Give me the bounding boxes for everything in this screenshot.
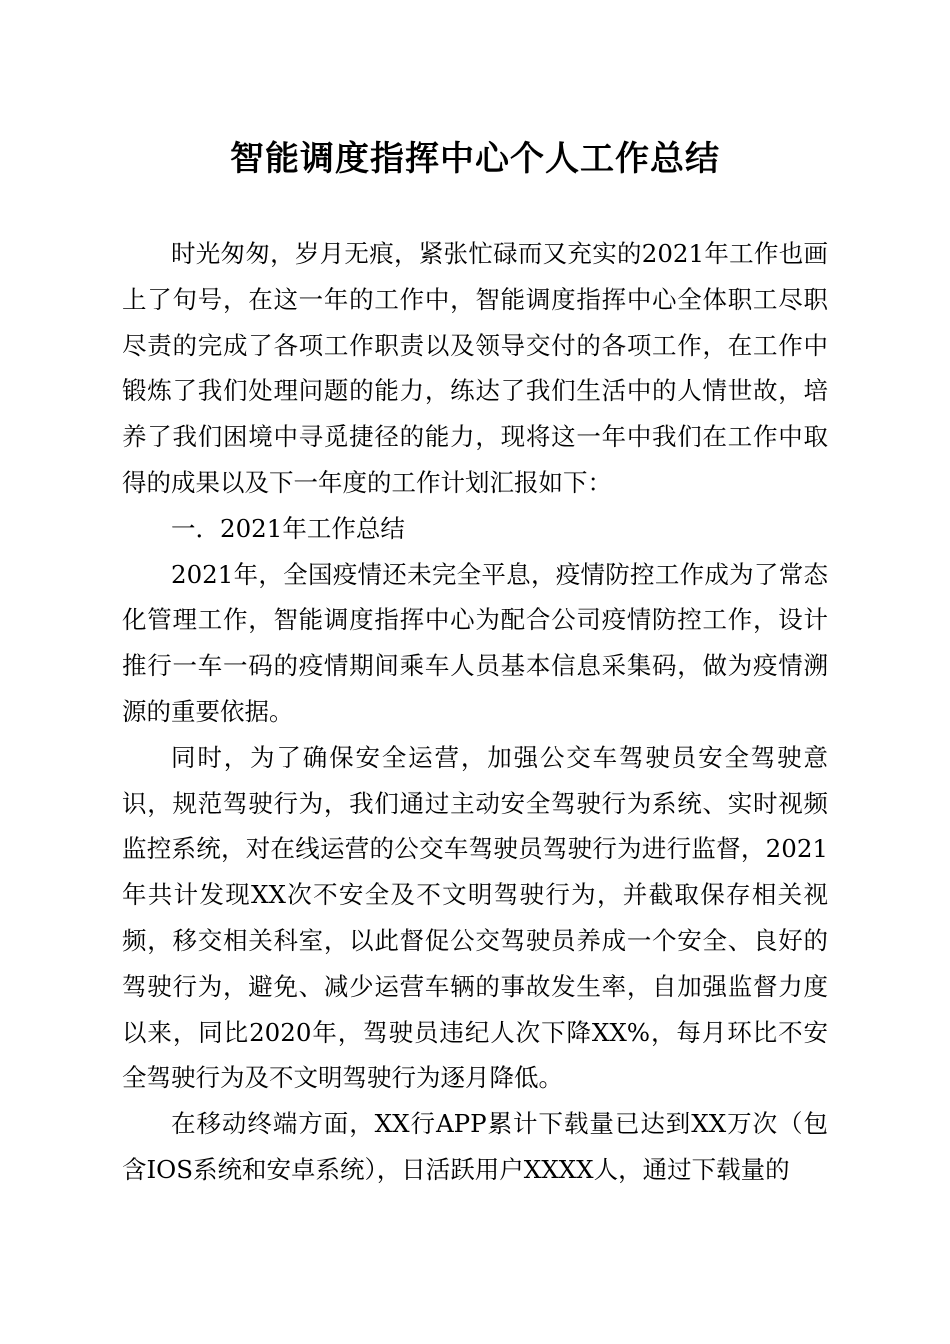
paragraph-safety: 同时，为了确保安全运营，加强公交车驾驶员安全驾驶意识，规范驾驶行为，我们通过主动安全驾驶行为系统、实时视频监控系统，对在线运营的公交车驾驶员驾驶行为进行监督，2021年共计发现XX次不安全及不文明驾驶行为，并截取保存相关视频，移交相关科室，以此督促公交驾驶员养成一个安全、良好的驾驶行为，避免、减少运营车辆的事故发生率，自加强监督力度以来，同比2020年，驾驶员违纪人次下降XX%，每月环比不安全驾驶行为及不文明驾驶行为逐月降低。 xyxy=(122,742,828,1093)
paragraph-mobile: 在移动终端方面，XX行APP累计下载量已达到XX万次（包含IOS系统和安卓系统），日活跃用户XXXX人，通过下载量的 xyxy=(122,1109,828,1184)
document-title: 智能调度指挥中心个人工作总结 xyxy=(230,139,720,179)
paragraph-epidemic: 2021年，全国疫情还未完全平息，疫情防控工作成为了常态化管理工作，智能调度指挥中心为配合公司疫情防控工作，设计推行一车一码的疫情期间乘车人员基本信息采集码，做为疫情溯源的重要依据。 xyxy=(122,559,828,726)
document-body xyxy=(122,231,828,1193)
paragraph-intro: 时光匆匆，岁月无痕，紧张忙碌而又充实的2021年工作也画上了句号，在这一年的工作中，智能调度指挥中心全体职工尽职尽责的完成了各项工作职责以及领导交付的各项工作，在工作中锻炼了我们处理问题的能力，练达了我们生活中的人情世故，培养了我们困境中寻觅捷径的能力，现将这一年中我们在工作中取得的成果以及下一年度的工作计划汇报如下： xyxy=(122,239,828,497)
section-heading: 一．2021年工作总结 xyxy=(171,513,405,543)
